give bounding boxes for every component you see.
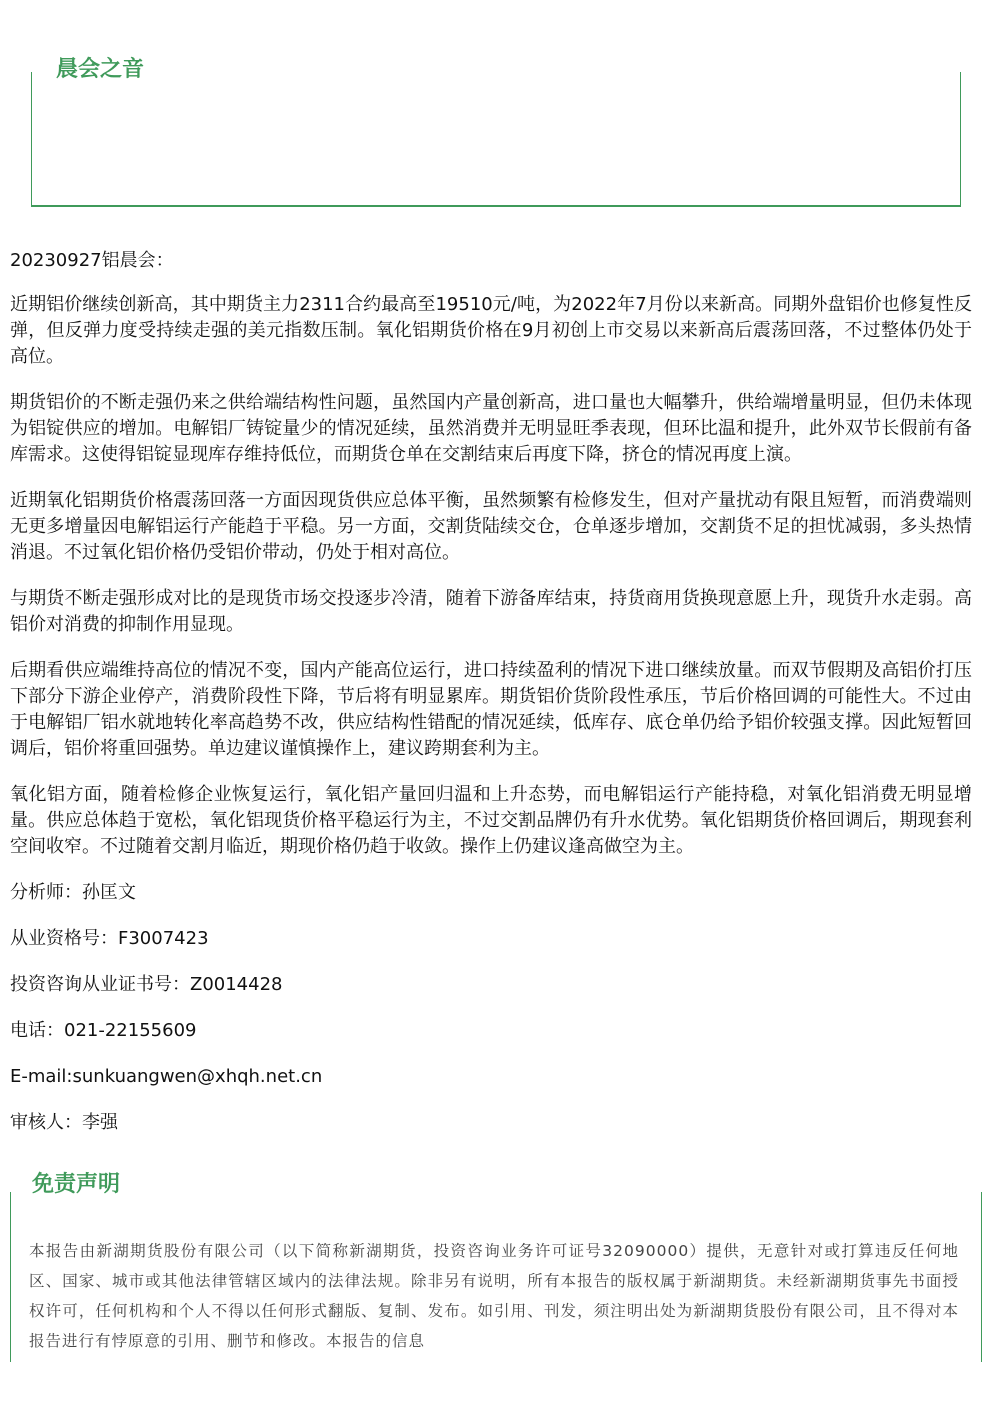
report-paragraph-6: 氧化铝方面，随着检修企业恢复运行，氧化铝产量回归温和上升态势，而电解铝运行产能持稳，对氧化铝消费无明显增量。供应总体趋于宽松，氧化铝现货价格平稳运行为主，不过交割品牌仍有升水优势。氧化铝期货价格回调后，期现套利空间收窄。不过随着交割月临近，期现价格仍趋于收敛。操作上仍建议逢高做空为主。 — [10, 784, 972, 857]
analyst-name: 分析师：孙匡文 — [10, 882, 136, 903]
email-address[interactable]: E-mail:sunkuangwen@xhqh.net.cn — [10, 1066, 323, 1087]
report-paragraph-5: 后期看供应端维持高位的情况不变，国内产能高位运行，进口持续盈利的情况下进口继续放量。而双节假期及高铝价打压下部分下游企业停产，消费阶段性下降，节后将有明显累库。期货铝价货阶段性承压，节后价格回调的可能性大。不过由于电解铝厂铝水就地转化率高趋势不改，供应结构性错配的情况延续，低库存、底仓单仍给予铝价较强支撑。因此短暂回调后，铝价将重回强势。单边建议谨慎操作上，建议跨期套利为主。 — [10, 660, 972, 759]
report-body — [10, 248, 972, 1156]
report-paragraph-2: 期货铝价的不断走强仍来之供给端结构性问题，虽然国内产量创新高，进口量也大幅攀升，供给端增量明显，但仍未体现为铝锭供应的增加。电解铝厂铸锭量少的情况延续，虽然消费并无明显旺季表现，但环比温和提升，此外双节长假前有备库需求。这使得铝锭显现库存维持低位，而期货仓单在交割结束后再度下降，挤仓的情况再度上演。 — [10, 392, 972, 465]
disclaimer-title: 免责声明 — [28, 1170, 124, 1200]
report-paragraph-1: 近期铝价继续创新高，其中期货主力2311合约最高至19510元/吨，为2022年7月份以来新高。同期外盘铝价也修复性反弹，但反弹力度受持续走强的美元指数压制。氧化铝期货价格在9月初创上市交易以来新高后震荡回落，不过整体仍处于高位。 — [10, 294, 972, 367]
consulting-cert-number: 投资咨询从业证书号：Z0014428 — [10, 974, 283, 995]
morning-section-title: 晨会之音 — [52, 55, 148, 85]
report-date-line: 20230927铝晨会： — [10, 250, 174, 271]
reviewer-name: 审核人：李强 — [10, 1112, 118, 1133]
qualification-number: 从业资格号：F3007423 — [10, 928, 209, 949]
disclaimer-text: 本报告由新湖期货股份有限公司（以下简称新湖期货，投资咨询业务许可证号32090000）提供，无意针对或打算违反任何地区、国家、城市或其他法律管辖区域内的法律法规。除非另有说明，所有本报告的版权属于新湖期货。未经新湖期货事先书面授权许可，任何机构和个人不得以任何形式翻版、复制、发布。如引用、刊发，须注明出处为新湖期货股份有限公司，且不得对本报告进行有悖原意的引用、删节和修改。本报告的信息 — [29, 1242, 959, 1350]
phone-number: 电话：021-22155609 — [10, 1020, 197, 1041]
report-paragraph-4: 与期货不断走强形成对比的是现货市场交投逐步冷清，随着下游备库结束，持货商用货换现意愿上升，现货升水走弱。高铝价对消费的抑制作用显现。 — [10, 588, 972, 635]
report-paragraph-3: 近期氧化铝期货价格震荡回落一方面因现货供应总体平衡，虽然频繁有检修发生，但对产量扰动有限且短暂，而消费端则无更多增量因电解铝运行产能趋于平稳。另一方面，交割货陆续交仓，仓单逐步增加，交割货不足的担忧减弱，多头热情消退。不过氧化铝价格仍受铝价带动，仍处于相对高位。 — [10, 490, 972, 563]
morning-section-frame — [31, 72, 961, 207]
